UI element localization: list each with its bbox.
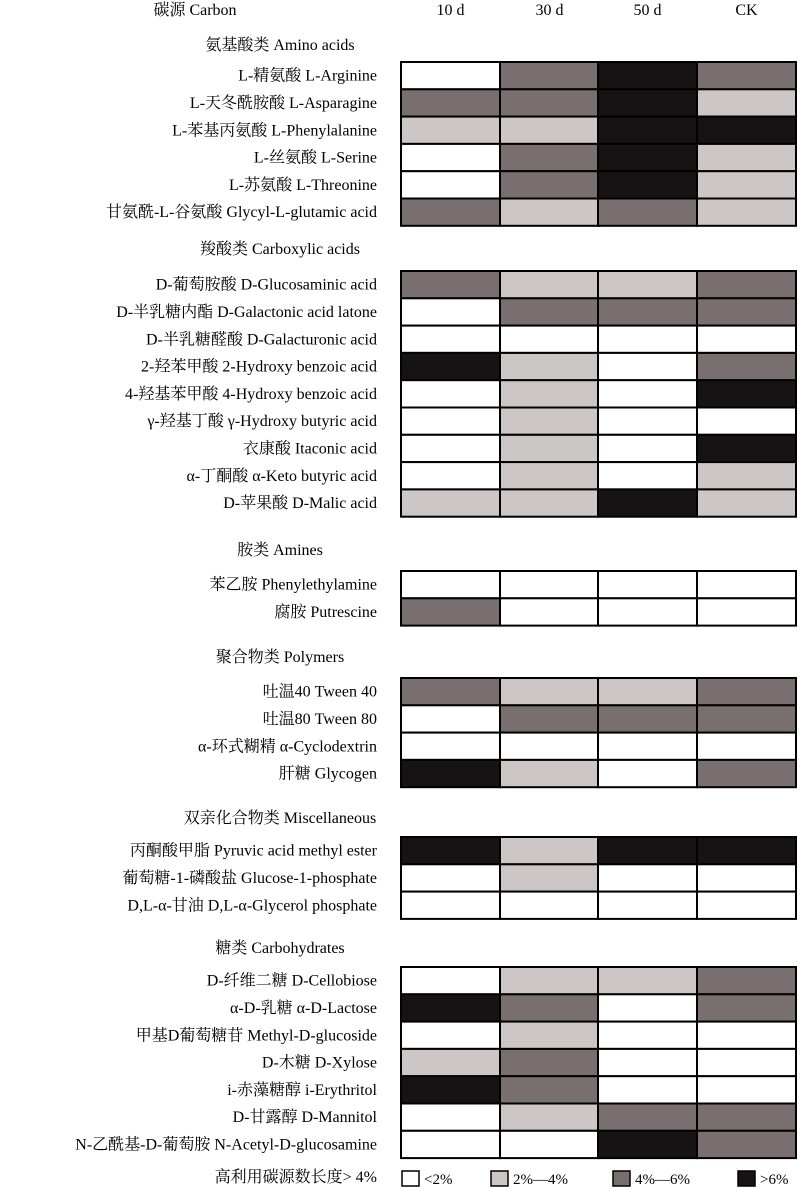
heatmap-cell (500, 892, 599, 919)
heatmap-cell (500, 864, 599, 891)
heatmap-cell (598, 705, 697, 732)
heatmap-cell (598, 144, 697, 171)
heatmap-row (263, 678, 796, 705)
heatmap-cell (598, 462, 697, 489)
heatmap-cell (697, 89, 796, 116)
group-title: 羧酸类 Carboxylic acids (200, 241, 360, 258)
heatmap-row (106, 199, 796, 226)
legend-swatch (491, 1171, 508, 1186)
heatmap-cell (598, 760, 697, 787)
legend-title: 高利用碳源数长度> 4% (214, 1169, 377, 1186)
heatmap-cell (598, 326, 697, 353)
heatmap-cell (697, 571, 796, 598)
heatmap-cell (401, 353, 500, 380)
heatmap-row (254, 144, 796, 171)
heatmap-row (279, 760, 796, 787)
heatmap-cell (401, 571, 500, 598)
row-label: α-丁酮酸 α-Keto butyric acid (186, 467, 377, 485)
heatmap-cell (500, 171, 599, 198)
heatmap-row (229, 171, 796, 198)
heatmap-cell (401, 489, 500, 516)
heatmap-cell (500, 598, 599, 625)
row-label: D-半乳糖内酯 D-Galactonic acid latone (116, 303, 377, 321)
heatmap-cell (500, 760, 599, 787)
row-label: 丙酮酸甲脂 Pyruvic acid methyl ester (129, 842, 377, 860)
row-label: i-赤藻糖醇 i-Erythritol (227, 1081, 377, 1099)
heatmap-cell (697, 994, 796, 1021)
legend-swatch (402, 1171, 419, 1186)
heatmap-cell (401, 298, 500, 325)
heatmap-cell (500, 733, 599, 760)
heatmap-cell (598, 489, 697, 516)
heatmap-cell (598, 62, 697, 89)
heatmap-cell (500, 1076, 599, 1103)
heatmap-cell (500, 144, 599, 171)
heatmap-cell (697, 1076, 796, 1103)
heatmap-cell (500, 1131, 599, 1158)
carbon-group (209, 541, 796, 626)
heatmap-cell (401, 117, 500, 144)
heatmap-cell (500, 1104, 599, 1131)
row-label: N-乙酰基-D-葡萄胺 N-Acetyl-D-glucosamine (75, 1136, 377, 1154)
heatmap-cell (401, 326, 500, 353)
heatmap-cell (697, 837, 796, 864)
heatmap-row (122, 864, 796, 891)
heatmap-cell (500, 89, 599, 116)
group-title: 聚合物类 Polymers (215, 649, 345, 666)
group-title: 氨基酸类 Amino acids (205, 37, 355, 54)
heatmap-cell (598, 967, 697, 994)
heatmap-cell (500, 705, 599, 732)
row-label: 甘氨酰-L-谷氨酸 Glycyl-L-glutamic acid (105, 204, 377, 222)
carbon-group (198, 648, 796, 787)
heatmap-cell (697, 117, 796, 144)
heatmap-cell (401, 62, 500, 89)
column-header: 30 d (535, 2, 564, 19)
legend-swatch (613, 1171, 630, 1186)
row-label: 葡萄糖-1-磷酸盐 Glucose-1-phosphate (122, 869, 377, 887)
heatmap-cell (500, 1022, 599, 1049)
heatmap-row (238, 62, 796, 89)
legend-label: >6% (760, 1172, 789, 1188)
heatmap-cell (401, 1076, 500, 1103)
heatmap-cell (401, 408, 500, 435)
heatmap-row (146, 408, 796, 435)
heatmap-cell (401, 837, 500, 864)
heatmap-row (190, 89, 796, 116)
heatmap-cell (500, 298, 599, 325)
heatmap-row (223, 489, 796, 516)
row-label: 甲基D葡萄糖苷 Methyl-D-glucoside (135, 1027, 377, 1045)
heatmap-cell (598, 408, 697, 435)
heatmap-cell (697, 1049, 796, 1076)
legend-label: 2%—4% (513, 1172, 568, 1188)
group-title: 双亲化合物类 Miscellaneous (183, 810, 377, 827)
heatmap-cell (500, 353, 599, 380)
heatmap-cell (401, 1131, 500, 1158)
heatmap-row (227, 1076, 796, 1103)
heatmap-cell (401, 271, 500, 298)
row-label: D-半乳糖醛酸 D-Galacturonic acid (145, 331, 377, 349)
heatmap-cell (598, 864, 697, 891)
heatmap-cell (697, 892, 796, 919)
heatmap-cell (401, 171, 500, 198)
heatmap-cell (697, 326, 796, 353)
row-label: 苯乙胺 Phenylethylamine (209, 576, 377, 594)
heatmap-cell (697, 271, 796, 298)
row-label: L-天冬酰胺酸 L-Asparagine (189, 94, 377, 112)
row-label: D-葡萄胺酸 D-Glucosaminic acid (155, 276, 377, 294)
heatmap-cell (500, 380, 599, 407)
row-label: α-D-乳糖 α-D-Lactose (230, 999, 377, 1017)
heatmap-row (116, 298, 796, 325)
row-label: 腐胺 Putrescine (274, 603, 377, 621)
heatmap-cell (598, 117, 697, 144)
heatmap-cell (500, 271, 599, 298)
heatmap-cell (500, 62, 599, 89)
heatmap-cell (598, 1076, 697, 1103)
heatmap-cell (401, 598, 500, 625)
row-label: L-苯基丙氨酸 L-Phenylalanine (172, 122, 377, 140)
heatmap-cell (697, 489, 796, 516)
group-title: 胺类 Amines (237, 542, 323, 559)
heatmap-cell (697, 298, 796, 325)
heatmap-cell (401, 994, 500, 1021)
column-header: 50 d (633, 2, 662, 19)
row-label: D-木糖 D-Xylose (261, 1054, 377, 1072)
heatmap-cell (697, 462, 796, 489)
heatmap-cell (598, 1022, 697, 1049)
heatmap-cell (598, 199, 697, 226)
heatmap-cell (500, 994, 599, 1021)
heatmap-cell (500, 967, 599, 994)
heatmap-row (243, 435, 796, 462)
heatmap-cell (500, 571, 599, 598)
heatmap-cell (401, 462, 500, 489)
heatmap-row (156, 271, 796, 298)
heatmap-row (209, 571, 796, 598)
heatmap-cell (697, 380, 796, 407)
heatmap-cell (697, 144, 796, 171)
heatmap-cell (697, 678, 796, 705)
heatmap-cell (401, 435, 500, 462)
heatmap-body (75, 36, 796, 1158)
heatmap-row (230, 994, 796, 1021)
heatmap-row (141, 353, 796, 380)
heatmap-row (263, 705, 796, 732)
heatmap-row (233, 1104, 796, 1131)
row-label: D,L-α-甘油 D,L-α-Glycerol phosphate (127, 897, 377, 915)
heatmap-cell (500, 199, 599, 226)
carbon-group (116, 240, 796, 517)
heatmap-cell (598, 571, 697, 598)
carbon-group (122, 809, 796, 919)
heatmap-cell (697, 1022, 796, 1049)
heatmap-cell (598, 380, 697, 407)
heatmap-cell (697, 408, 796, 435)
row-label: 肝糖 Glycogen (278, 765, 377, 783)
heatmap-row (187, 462, 797, 489)
heatmap-cell (598, 353, 697, 380)
heatmap-cell (401, 864, 500, 891)
heatmap-row (198, 733, 796, 760)
heatmap-cell (500, 837, 599, 864)
row-label: γ-羟基丁酸 γ-Hydroxy butyric acid (147, 413, 377, 431)
row-label: L-苏氨酸 L-Threonine (229, 176, 377, 194)
heatmap-cell (401, 678, 500, 705)
heatmap-cell (401, 1104, 500, 1131)
heatmap-cell (598, 271, 697, 298)
legend (215, 1167, 789, 1188)
heatmap-cell (697, 1104, 796, 1131)
heatmap-cell (697, 435, 796, 462)
legend-swatch (738, 1171, 755, 1186)
heatmap-cell (401, 1049, 500, 1076)
heatmap-cell (697, 760, 796, 787)
heatmap-cell (697, 199, 796, 226)
row-header: 碳源 Carbon (153, 2, 237, 19)
row-label: L-精氨酸 L-Arginine (238, 67, 377, 85)
row-label: D-甘露醇 D-Mannitol (232, 1109, 377, 1127)
heatmap-cell (598, 733, 697, 760)
row-label: L-丝氨酸 L-Serine (253, 149, 377, 167)
column-header: 10 d (436, 2, 465, 19)
heatmap-cell (598, 298, 697, 325)
heatmap-cell (697, 705, 796, 732)
heatmap-cell (598, 1049, 697, 1076)
heatmap-cell (401, 760, 500, 787)
heatmap-cell (500, 678, 599, 705)
heatmap-cell (598, 678, 697, 705)
column-headers (437, 2, 759, 19)
heatmap-cell (500, 1049, 599, 1076)
heatmap-cell (598, 171, 697, 198)
carbon-group (106, 36, 796, 226)
heatmap-row (172, 117, 796, 144)
heatmap-row (136, 1022, 796, 1049)
heatmap-row (125, 380, 796, 407)
heatmap-cell (500, 489, 599, 516)
row-label: 4-羟基苯甲酸 4-Hydroxy benzoic acid (125, 385, 377, 403)
row-label: D-苹果酸 D-Malic acid (223, 495, 377, 513)
heatmap-cell (401, 380, 500, 407)
heatmap-row (130, 837, 796, 864)
heatmap-cell (401, 1022, 500, 1049)
heatmap-cell (500, 326, 599, 353)
heatmap-cell (401, 199, 500, 226)
heatmap-cell (598, 1131, 697, 1158)
carbon-group (75, 939, 796, 1158)
heatmap-cell (401, 144, 500, 171)
group-title: 糖类 Carbohydrates (215, 940, 345, 957)
heatmap-cell (401, 705, 500, 732)
heatmap-cell (697, 1131, 796, 1158)
heatmap-cell (401, 733, 500, 760)
heatmap-cell (598, 598, 697, 625)
heatmap-cell (697, 598, 796, 625)
heatmap-row (207, 967, 796, 994)
heatmap-cell (598, 892, 697, 919)
heatmap-cell (697, 62, 796, 89)
heatmap-row (274, 598, 796, 625)
row-label: 2-羟苯甲酸 2-Hydroxy benzoic acid (141, 358, 377, 376)
heatmap-row (262, 1049, 796, 1076)
legend-label: <2% (424, 1172, 453, 1188)
heatmap-cell (598, 89, 697, 116)
column-header: CK (735, 2, 758, 19)
heatmap-cell (401, 892, 500, 919)
heatmap-row (127, 892, 796, 919)
heatmap-cell (598, 837, 697, 864)
row-label: 衣康酸 Itaconic acid (242, 440, 377, 458)
heatmap-cell (697, 733, 796, 760)
heatmap-cell (500, 117, 599, 144)
heatmap-cell (598, 435, 697, 462)
heatmap-cell (500, 408, 599, 435)
heatmap-cell (598, 994, 697, 1021)
heatmap-cell (697, 353, 796, 380)
heatmap-cell (697, 967, 796, 994)
row-label: D-纤维二糖 D-Cellobiose (206, 972, 377, 990)
heatmap-cell (500, 435, 599, 462)
row-label: 吐温40 Tween 40 (262, 683, 377, 701)
heatmap-cell (401, 89, 500, 116)
row-label: 吐温80 Tween 80 (262, 710, 377, 728)
heatmap-cell (697, 171, 796, 198)
heatmap-cell (697, 864, 796, 891)
heatmap-row (146, 326, 796, 353)
heatmap-row (75, 1131, 796, 1158)
legend-label: 4%—6% (635, 1172, 690, 1188)
heatmap-cell (598, 1104, 697, 1131)
heatmap-cell (500, 462, 599, 489)
heatmap-cell (401, 967, 500, 994)
row-label: α-环式糊精 α-Cyclodextrin (198, 738, 377, 756)
